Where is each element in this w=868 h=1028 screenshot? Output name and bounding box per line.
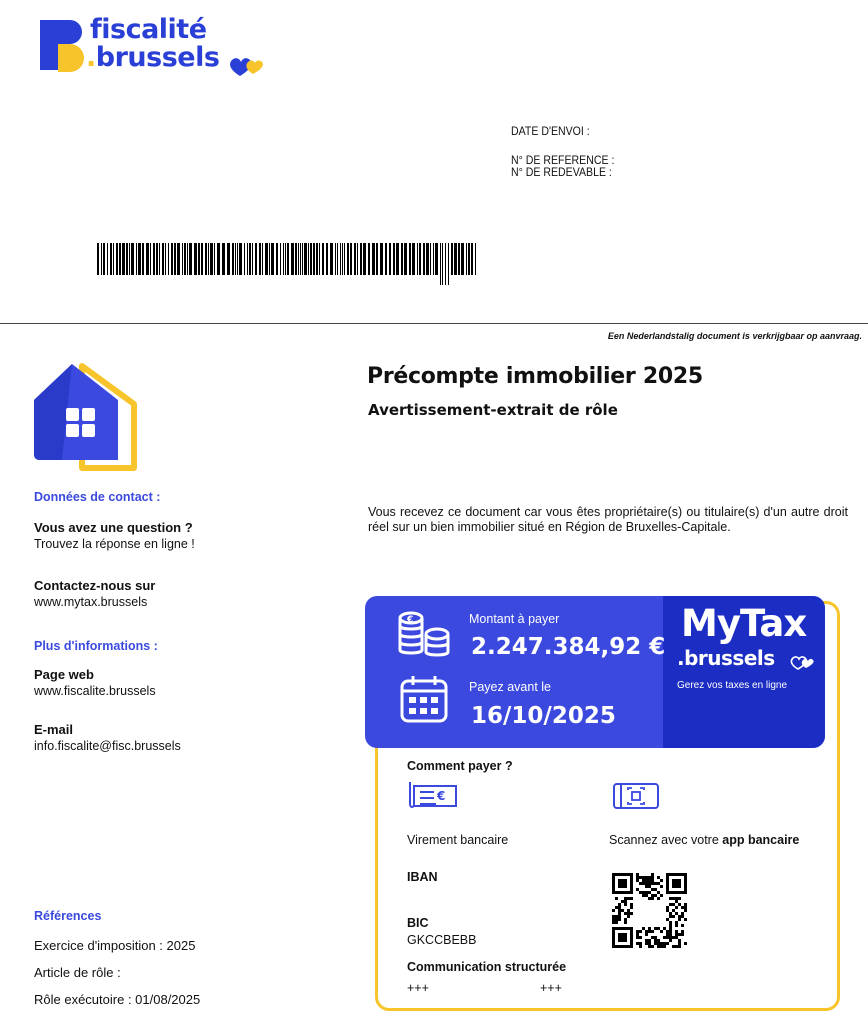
barcode	[97, 243, 481, 285]
question-title: Vous avez une question ?	[34, 520, 193, 535]
redevable-label: N° DE REDEVABLE :	[511, 165, 612, 179]
divider	[0, 323, 868, 324]
question-block	[34, 520, 195, 552]
info-heading: Plus d'informations :	[34, 639, 158, 653]
svg-text:€: €	[437, 789, 446, 803]
contact-url-link[interactable]: www.mytax.brussels	[34, 595, 148, 609]
how-to-pay-title: Comment payer ?	[407, 759, 513, 773]
dutch-availability-note: Een Nederlandstalig document is verkrijgbaar op aanvraag.	[607, 331, 862, 341]
communication-part2: +++	[540, 981, 562, 995]
house-icon	[32, 360, 138, 472]
due-label: Payez avant le	[469, 680, 551, 694]
bic-value: GKCCBEBB	[407, 933, 477, 947]
logo-text-fiscalite: fiscalité	[90, 14, 207, 45]
mytax-logo-line1: MyTax	[681, 602, 807, 645]
article-text: Article de rôle :	[34, 965, 121, 980]
hearts-icon	[228, 54, 266, 78]
contact-title: Contactez-nous sur	[34, 578, 156, 593]
communication-part1: +++	[407, 981, 429, 995]
iban-label: IBAN	[407, 870, 438, 884]
due-date: 16/10/2025	[471, 703, 616, 729]
contact-heading: Données de contact :	[34, 490, 161, 504]
scan-phone-icon	[608, 782, 662, 810]
payment-qr-code[interactable]	[610, 872, 688, 948]
references-heading: Références	[34, 909, 102, 923]
mytax-logo-line2: .brussels	[677, 646, 775, 670]
email-link[interactable]: info.fiscalite@fisc.brussels	[34, 739, 181, 753]
document-meta	[511, 125, 628, 178]
exercice-text: Exercice d'imposition : 2025	[34, 938, 196, 953]
page-subtitle: Avertissement-extrait de rôle	[368, 401, 618, 419]
scan-prefix: Scannez avec votre	[609, 833, 723, 847]
role-text: Rôle exécutoire : 01/08/2025	[34, 992, 201, 1007]
logo-f-icon	[36, 16, 86, 74]
bank-transfer-icon	[406, 780, 460, 810]
coins-icon	[397, 610, 453, 660]
scan-label	[609, 833, 799, 847]
amount-label: Montant à payer	[469, 612, 560, 626]
contact-block	[34, 578, 155, 610]
logo-dot: .	[86, 42, 96, 73]
question-text: Trouvez la réponse en ligne !	[34, 537, 195, 551]
date-envoi-label: DATE D'ENVOI :	[511, 124, 590, 138]
fiscalite-brussels-logo	[36, 10, 276, 80]
page-title: Précompte immobilier 2025	[367, 364, 703, 389]
calendar-icon	[399, 674, 449, 724]
payment-card	[365, 596, 825, 748]
logo-brussels-word: brussels	[95, 42, 220, 73]
transfer-label: Virement bancaire	[407, 833, 509, 847]
email-block	[34, 722, 181, 754]
mytax-hearts-icon	[790, 654, 814, 670]
amount-value: 2.247.384,92 €	[471, 634, 666, 660]
svg-text:€: €	[407, 615, 414, 625]
bic-label: BIC	[407, 916, 429, 930]
web-title: Page web	[34, 667, 94, 682]
reference-label: N° DE REFERENCE :	[511, 153, 615, 167]
mytax-tagline: Gerez vos taxes en ligne	[677, 680, 788, 691]
web-block	[34, 667, 156, 699]
logo-text-brussels	[86, 42, 219, 73]
communication-label: Communication structurée	[407, 960, 567, 974]
scan-bold: app bancaire	[722, 833, 800, 847]
web-url-link[interactable]: www.fiscalite.brussels	[34, 684, 156, 698]
email-title: E-mail	[34, 722, 74, 737]
intro-paragraph: Vous recevez ce document car vous êtes propriétaire(s) ou titulaire(s) d'un autre droit réel sur un bien immobilier situé en Région de Bruxelles-Capitale.	[368, 505, 848, 534]
